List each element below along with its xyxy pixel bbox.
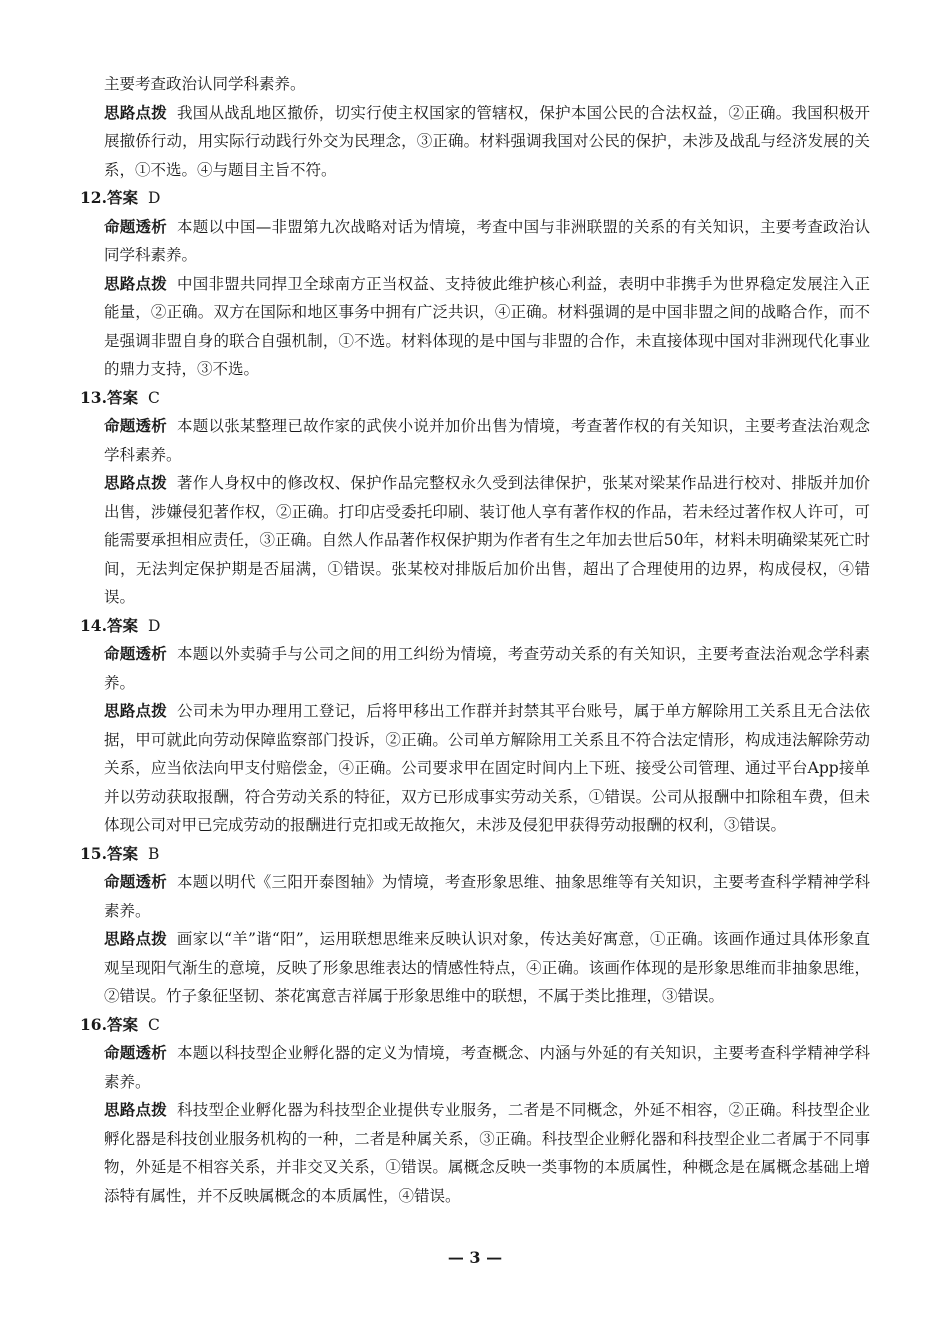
question-13 (80, 384, 870, 612)
answer-line (80, 840, 870, 869)
intent-paragraph (104, 868, 870, 925)
analysis-text: 中国非盟共同捍卫全球南方正当权益、支持彼此维护核心利益，表明中非携手为世界稳定发展注入正能量，②正确。双方在国际和地区事务中拥有广泛共识，④正确。材料强调的是中国非盟之间的战略合作，而不是强调非盟自身的联合自强机制，①不选。材料体现的是中国与非盟的合作，未直接体现中国对非洲现代化事业的鼎力支持，③不选。 (104, 274, 870, 378)
intent-label: 命题透析 (104, 644, 168, 663)
intent-label: 命题透析 (104, 416, 168, 435)
answer-label: 答案 (106, 615, 138, 635)
intent-text: 本题以外卖骑手与公司之间的用工纠纷为情境，考查劳动关系的有关知识，主要考查法治观念学科素养。 (104, 645, 870, 692)
answer-line (80, 184, 870, 213)
answer-value: B (147, 844, 160, 863)
analysis-paragraph (104, 1096, 870, 1210)
analysis-label: 思路点拨 (104, 701, 168, 720)
analysis-label: 思路点拨 (104, 273, 168, 293)
question-number: 16. (80, 1014, 107, 1034)
answer-label: 答案 (106, 1014, 138, 1034)
question-12 (80, 184, 870, 384)
page-number: — 3 — (447, 1248, 503, 1267)
answer-line (80, 1011, 870, 1040)
answer-value: C (147, 388, 160, 407)
analysis-label: 思路点拨 (104, 102, 168, 122)
analysis-paragraph (104, 697, 870, 840)
question-number: 15. (80, 843, 107, 863)
intent-text: 本题以中国—非盟第九次战略对话为情境，考查中国与非洲联盟的关系的有关知识，主要考查政治认同学科素养。 (104, 217, 870, 264)
question-number: 12. (80, 188, 107, 207)
question-14 (80, 612, 870, 840)
analysis-label: 思路点拨 (104, 473, 168, 492)
question-15 (80, 840, 870, 1011)
intent-paragraph (104, 1039, 870, 1096)
intro-text: 主要考查政治认同学科素养。 (104, 75, 306, 93)
analysis-paragraph (104, 270, 870, 384)
answer-line (80, 612, 870, 641)
analysis-text: 我国从战乱地区撤侨，切实行使主权国家的管辖权，保护本国公民的合法权益，②正确。我国积极开展撤侨行动，用实际行动践行外交为民理念，③正确。材料强调我国对公民的保护，未涉及战乱与经济发展的关系，①不选。④与题目主旨不符。 (104, 103, 870, 179)
question-number: 14. (80, 615, 107, 635)
intent-text: 本题以科技型企业孵化器的定义为情境，考查概念、内涵与外延的有关知识，主要考查科学精神学科素养。 (104, 1044, 870, 1091)
analysis-text: 科技型企业孵化器为科技型企业提供专业服务，二者是不同概念，外延不相容，②正确。科技型企业孵化器是科技创业服务机构的一种，二者是种属关系，③正确。科技型企业孵化器和科技型企业二者属于不同事物，外延是不相容关系，并非交叉关系，①错误。属概念反映一类事物的本质属性，种概念是在属概念基础上增添特有属性，并不反映属概念的本质属性，④错误。 (104, 1101, 870, 1205)
content (80, 70, 870, 1210)
question-number: 13. (80, 387, 107, 407)
analysis-text: 公司未为甲办理用工登记，后将甲移出工作群并封禁其平台账号，属于单方解除用工关系且无合法依据，甲可就此向劳动保障监察部门投诉，②正确。公司单方解除用工关系且不符合法定情形，构成违法解除劳动关系，应当依法向甲支付赔偿金，④正确。公司要求甲在固定时间内上下班、接受公司管理、通过平台App接单并以劳动获取报酬，符合劳动关系的特征，双方已形成事实劳动关系，①错误。公司从报酬中扣除租车费，但未体现公司对甲已完成劳动的报酬进行克扣或无故拖欠，未涉及侵犯甲获得劳动报酬的权利，③错误。 (104, 702, 870, 834)
intent-label: 命题透析 (104, 1043, 168, 1062)
answer-value: D (147, 616, 161, 635)
answer-value: D (147, 189, 161, 207)
intent-text: 本题以张某整理已故作家的武侠小说并加价出售为情境，考查著作权的有关知识，主要考查法治观念学科素养。 (104, 417, 870, 464)
question-16 (80, 1011, 870, 1211)
analysis-label: 思路点拨 (104, 929, 167, 948)
answer-label: 答案 (106, 843, 138, 863)
analysis-label: 思路点拨 (104, 1100, 168, 1119)
analysis-text: 画家以“羊”谐“阳”，运用联想思维来反映认识对象，传达美好寓意，①正确。该画作通过具体形象直观呈现阳气渐生的意境，反映了形象思维表达的情感性特点，④正确。该画作体现的是形象思维而非抽象思维，②错误。竹子象征坚韧、茶花寓意吉祥属于形象思维中的联想，不属于类比推理，③错误。 (104, 930, 870, 1005)
analysis-paragraph (104, 925, 870, 1011)
intent-paragraph (104, 213, 870, 270)
intent-paragraph (104, 640, 870, 697)
answer-label: 答案 (106, 188, 138, 207)
answer-label: 答案 (106, 387, 138, 407)
intent-label: 命题透析 (104, 872, 168, 891)
analysis-paragraph (104, 469, 870, 612)
intent-label: 命题透析 (104, 216, 168, 236)
answer-line (80, 384, 870, 413)
intent-paragraph (104, 412, 870, 469)
answer-value: C (147, 1015, 160, 1034)
analysis-text: 著作人身权中的修改权、保护作品完整权永久受到法律保护，张某对梁某作品进行校对、排版并加价出售，涉嫌侵犯著作权，②正确。打印店受委托印刷、装订他人享有著作权的作品，若未经过著作权人许可，可能需要承担相应责任，③正确。自然人作品著作权保护期为作者有生之年加去世后50年，材料未明确梁某死亡时间，无法判定保护期是否届满，①错误。张某校对排版后加价出售，超出了合理使用的边界，构成侵权，④错误。 (104, 474, 870, 606)
intro-analysis (104, 99, 870, 185)
intent-text: 本题以明代《三阳开泰图轴》为情境，考查形象思维、抽象思维等有关知识，主要考查科学精神学科素养。 (104, 873, 870, 920)
